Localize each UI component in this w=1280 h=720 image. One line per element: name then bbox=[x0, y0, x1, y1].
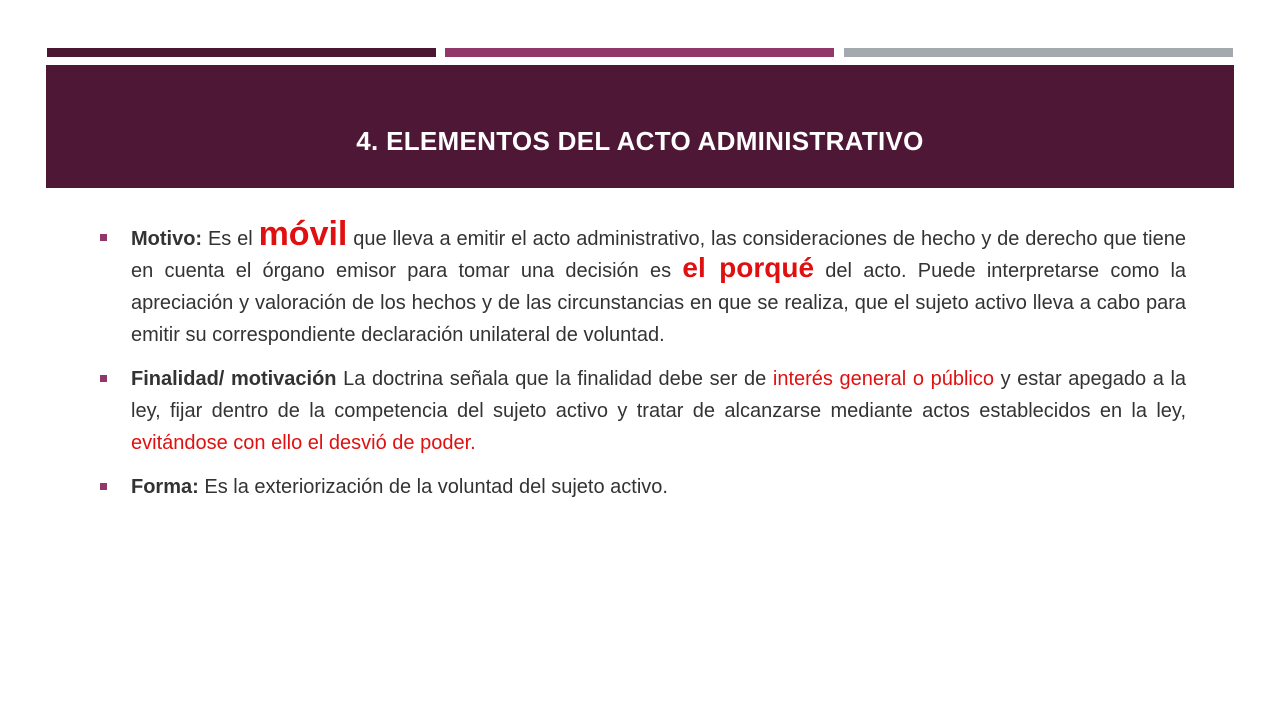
emphasis-text: evitándose con ello el desvió de poder. bbox=[131, 432, 476, 454]
item-text: del acto. Puede interpretarse como la apreciación y valoración de los hechos y de las circunstancias en que se realiza, que el sujeto activo lleva a cabo para emitir su correspondiente declaración unilateral de voluntad. bbox=[131, 260, 1187, 346]
item-text: que lleva a emitir el acto administrativo, las consideraciones de hecho y de derecho que tiene en cuenta el órgano emisor para tomar una decisión es bbox=[131, 228, 1186, 282]
emphasis-text: móvil bbox=[258, 215, 348, 253]
emphasis-text: interés general o público bbox=[772, 368, 994, 390]
accent-bar-magenta bbox=[445, 48, 834, 57]
item-text: La doctrina señala que la finalidad debe ser de bbox=[336, 368, 773, 390]
item-text: Es el bbox=[202, 228, 259, 250]
bullet-item-forma bbox=[96, 471, 1186, 503]
bullet-item-motivo bbox=[96, 215, 1187, 351]
square-bullet-icon bbox=[100, 483, 107, 490]
accent-bar-gray bbox=[844, 48, 1233, 57]
item-text: Es la exteriorización de la voluntad del sujeto activo. bbox=[198, 476, 668, 498]
slide-title: 4. ELEMENTOS DEL ACTO ADMINISTRATIVO bbox=[356, 126, 924, 156]
item-label: Motivo: bbox=[131, 228, 203, 250]
square-bullet-icon bbox=[100, 234, 107, 241]
emphasis-text: el porqué bbox=[682, 252, 815, 283]
accent-bar-dark bbox=[47, 48, 436, 57]
item-label: Forma: bbox=[131, 476, 199, 498]
square-bullet-icon bbox=[100, 375, 107, 382]
item-label: Finalidad/ motivación bbox=[131, 368, 337, 390]
bullet-list bbox=[96, 215, 1187, 503]
bullet-item-finalidad bbox=[96, 363, 1186, 459]
item-text: y estar apegado a la ley, fijar dentro de la competencia del sujeto activo y tratar de alcanzarse mediante actos establecidos en la ley, bbox=[131, 368, 1187, 422]
